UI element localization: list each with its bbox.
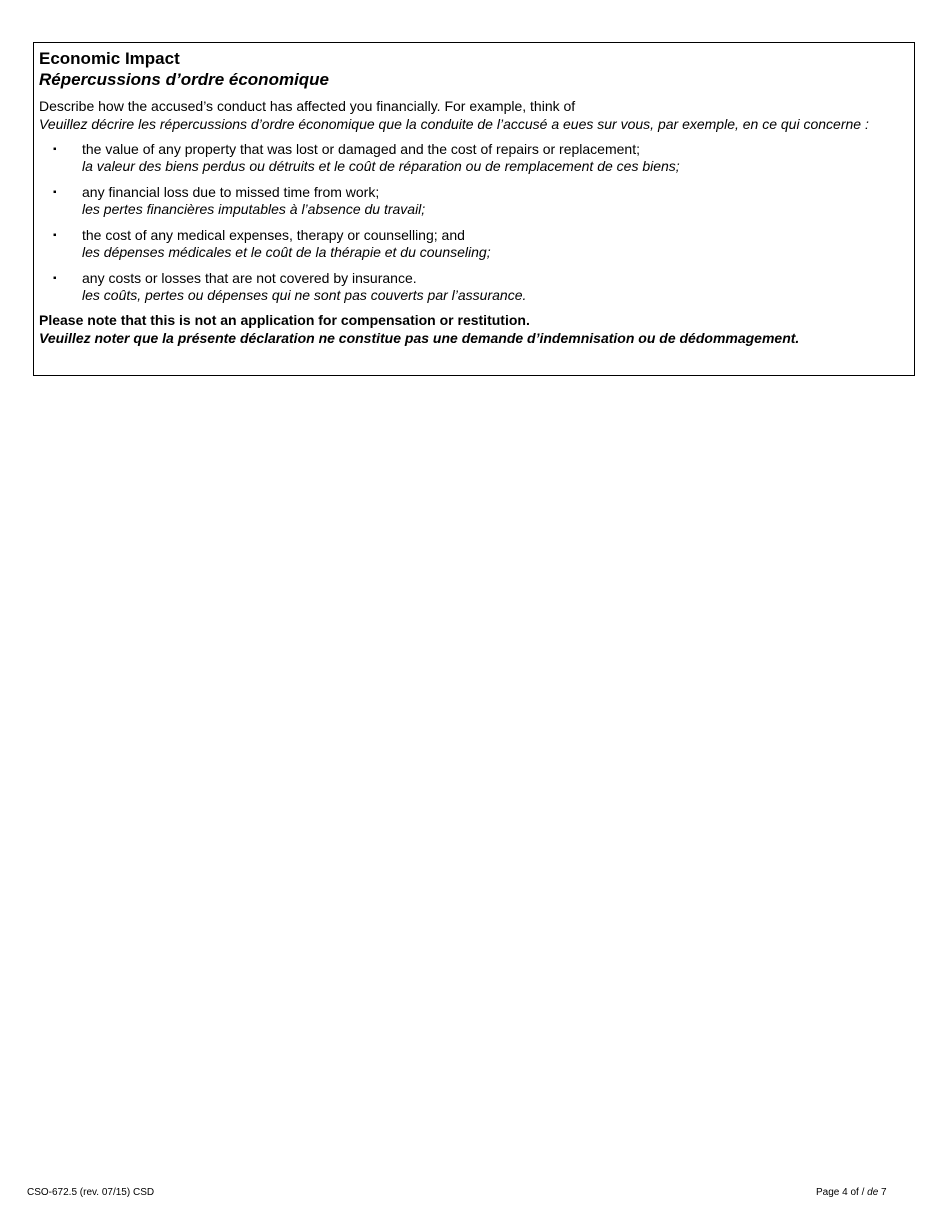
disclaimer-note-fr: Veuillez noter que la présente déclaration ne constitue pas une demande d’indemnisation ou de dédommagement. <box>39 330 800 346</box>
list-item-fr: les coûts, pertes ou dépenses qui ne sont pas couverts par l’assurance. <box>82 287 527 303</box>
list-item <box>39 141 909 175</box>
bullet-icon: ▪ <box>53 273 57 284</box>
economic-impact-section <box>33 42 915 376</box>
intro-text <box>39 97 909 133</box>
list-item-fr: la valeur des biens perdus ou détruits et le coût de réparation ou de remplacement de ces biens; <box>82 158 680 174</box>
form-code: CSO-672.5 (rev. 07/15) CSD <box>27 1187 155 1198</box>
list-item-fr: les pertes financières imputables à l’absence du travail; <box>82 201 426 217</box>
bullet-icon: ▪ <box>53 230 57 241</box>
intro-text-en: Describe how the accused’s conduct has affected you financially. For example, think of <box>39 98 576 114</box>
examples-list <box>39 141 909 304</box>
bullet-icon: ▪ <box>53 187 57 198</box>
bullet-icon: ▪ <box>53 144 57 155</box>
list-item <box>39 270 909 304</box>
list-item-en: the value of any property that was lost or damaged and the cost of repairs or replacement; <box>82 141 640 157</box>
page-number-total: 7 <box>878 1187 887 1198</box>
intro-text-fr: Veuillez décrire les répercussions d’ordre économique que la conduite de l’accusé a eues sur vous, par exemple, en ce qui concerne : <box>39 116 869 132</box>
disclaimer-note-en: Please note that this is not an application for compensation or restitution. <box>39 312 530 328</box>
page-number-de: de <box>867 1187 879 1198</box>
list-item-fr: les dépenses médicales et le coût de la thérapie et du counseling; <box>82 244 491 260</box>
page-number-prefix: Page 4 of / <box>816 1187 868 1198</box>
list-item-en: any financial loss due to missed time from work; <box>82 184 380 200</box>
list-item-en: the cost of any medical expenses, therapy or counselling; and <box>82 227 465 243</box>
disclaimer-note <box>39 311 909 347</box>
list-item <box>39 184 909 218</box>
section-title-en: Economic Impact <box>39 49 180 68</box>
list-item <box>39 227 909 261</box>
list-item-en: any costs or losses that are not covered by insurance. <box>82 270 417 286</box>
page-number <box>816 1187 887 1198</box>
section-title-fr: Répercussions d’ordre économique <box>39 70 330 89</box>
